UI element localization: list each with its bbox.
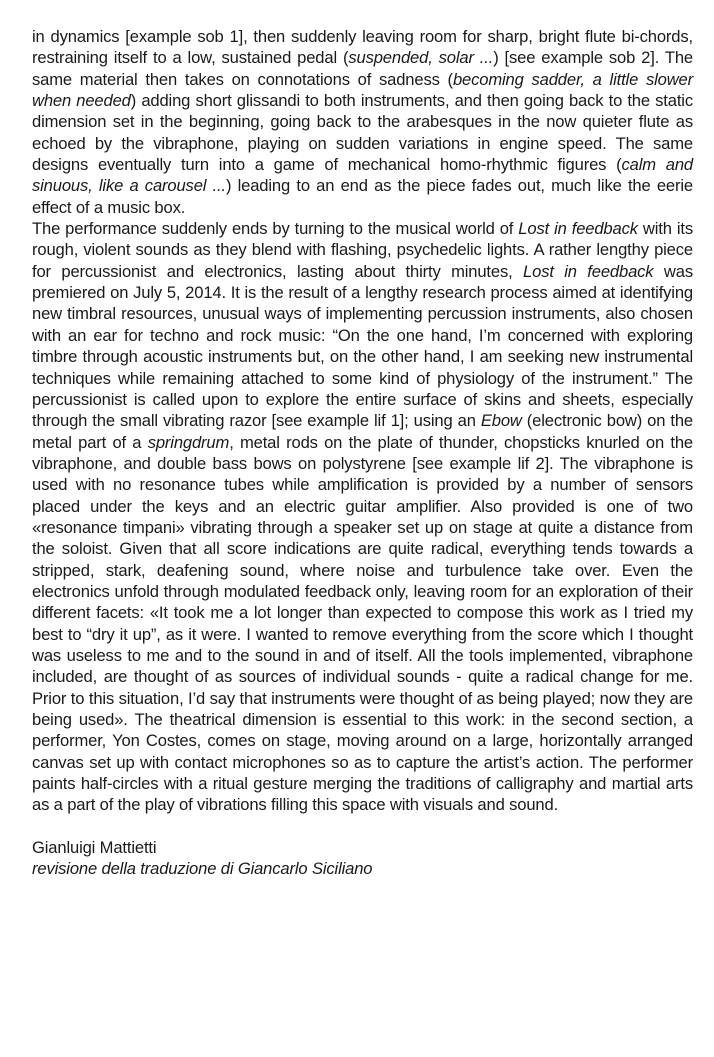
italic-run: Ebow [480,411,522,431]
text-run: The performance suddenly ends by turning to the musical world of [32,219,519,239]
italic-run: calm and sinuous, like a carousel ... [32,155,693,196]
text-run: with its rough, violent sounds as they blend with flashing, psychedelic lights. A rather lengthy piece for percussionist and electronics, lasting about thirty minutes, [32,219,694,281]
italic-run: suspended, solar ... [348,48,494,68]
document-page [32,26,693,879]
text-run: , metal rods on the plate of thunder, chopsticks knurled on the vibraphone, and double bass bows on polystyrene [see example lif 2]. The vibraphone is used with no resonance tubes while amplification is provided by a number of sensors placed under the keys and an electric guitar amplifier. Also provided is one of two «resonance timpani» vibrating through a speaker set up on stage at quite a distance from the soloist. Given that all score indications are quite radical, everything tends towards a stripped, stark, deafening sound, where noise and turbulence take over. Even the electronics unfold through modulated feedback only, leaving room for an exploration of their different facets: «It took me a lot longer than expected to compose this work as I tried my best to “dry it up”, as it were. I wanted to remove everything from the score which I thought was useless to me and to the sound in and of itself. All the tools implemented, vibraphone included, are thought of as sources of individual sounds - quite a radical change for me. Prior to this situation, I’d say that instruments were thought of as being played; now they are being used». The theatrical dimension is essential to this work: in the second section, a performer, Yon Costes, comes on stage, moving around on a large, horizontally arranged canvas set up with contact microphones so as to capture the artist’s action. The performer paints half-circles with a ritual gesture merging the traditions of calligraphy and martial arts as a part of the play of vibrations filling this space with visuals and sound. [32,432,694,815]
text-run: ) adding short glissandi to both instruments, and then going back to the static dimension set in the beginning, going back to the arabesques in the now quieter flute as echoed by the vibraphone, playing on sudden variations in engine speed. The same designs eventually turn into a game of mechanical homo-rhythmic figures ( [32,91,693,175]
text-run: ) [see example sob 2]. The same material then takes on connotations of sadness ( [32,48,693,89]
body-paragraph-1 [32,26,693,218]
text-run: in dynamics [example sob 1], then suddenly leaving room for sharp, bright flute bi-chords, restraining itself to a low, sustained pedal ( [32,27,693,68]
text-run: ) leading to an end as the piece fades out, much like the eerie effect of a music box. [32,176,693,217]
translation-credit: revisione della traduzione di Giancarlo Siciliano [32,859,373,879]
text-run: (electronic bow) on the metal part of a [32,411,693,452]
signature-block [32,837,693,880]
italic-run: springdrum [147,432,230,452]
text-run: was premiered on July 5, 2014. It is the result of a lengthy research process aimed at identifying new timbral resources, unusual ways of implementing percussion instruments, also chosen with an ear for techno and rock music: “On the one hand, I’m concerned with exploring timbre through acoustic instruments but, on the other hand, I am seeking new instrumental techniques while remaining attached to some kind of physiology of the instrument.” The percussionist is called upon to explore the entire surface of skins and sheets, especially through the small vibrating razor [see example lif 1]; using an [32,261,693,431]
italic-run: Lost in feedback [523,261,654,281]
italic-run: Lost in feedback [518,219,638,239]
italic-run: becoming sadder, a little slower when needed [32,69,694,111]
author-name: Gianluigi Mattietti [32,837,157,857]
body-paragraph-2 [32,218,693,816]
